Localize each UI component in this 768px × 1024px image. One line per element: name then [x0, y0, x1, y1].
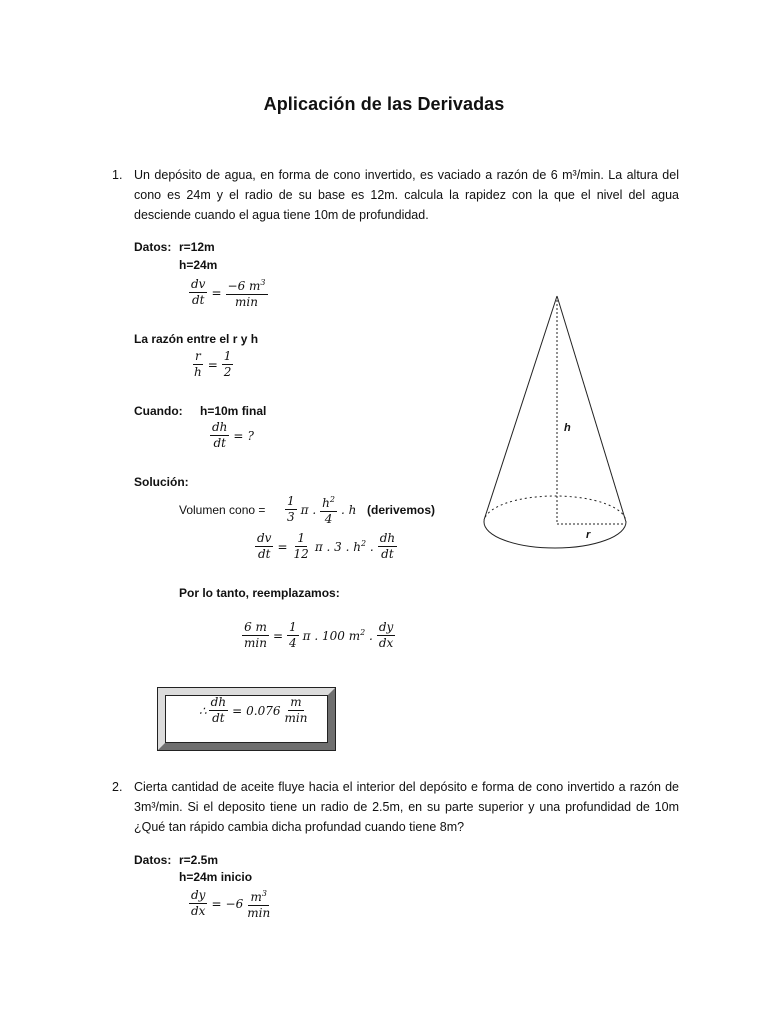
page-title: Aplicación de las Derivadas — [263, 94, 505, 114]
four-denominator: 4 — [324, 512, 333, 526]
cone-left-edge — [484, 296, 557, 520]
problem-1-number: 1. — [112, 168, 123, 182]
radius-label: r — [586, 529, 591, 541]
rate-denominator: min — [244, 636, 267, 650]
ratio-equation: $\frac{r}{h}$ = $\frac{1}{2}$ — [194, 349, 232, 379]
therefore-symbol: ∴ — [199, 703, 207, 718]
problem-1-line: desciende cuando el agua tiene 10m de profundidad. — [134, 208, 429, 222]
dh-numerator: dh — [210, 695, 227, 709]
dt-denominator: dt — [257, 547, 271, 561]
dy-dx-equation: $\frac{dy}{dx}$ = −6 $\frac{m^3}{\min}$ — [191, 888, 271, 920]
cone-base-front — [484, 522, 626, 548]
unit-numerator: m — [250, 890, 262, 904]
height-value: h=24m — [179, 258, 218, 272]
problem-1-line: Un depósito de agua, en forma de cono invertido, es vaciado a razón de 6 m³/min. La altura del — [134, 168, 679, 182]
times-h: . h — [340, 502, 357, 517]
third-denominator: 3 — [287, 510, 295, 524]
problem-1-statement — [134, 165, 679, 225]
result-value: 0.076 — [246, 703, 281, 718]
rate-numerator: −6 m — [227, 279, 261, 293]
cone-right-edge — [557, 296, 626, 522]
volumen-label: Volumen cono = — [179, 503, 266, 517]
pi-term: π . 3 . h — [314, 540, 361, 554]
dv-dt-equation: $\frac{dv}{dt}$ = $\frac{-6 m^3}{\min}$ — [191, 277, 266, 309]
pi-term-exponent: 2 — [360, 628, 366, 637]
dv-numerator: dv — [257, 531, 272, 545]
problem-2-statement — [134, 777, 679, 837]
radius-value: r=12m — [179, 240, 215, 254]
razon-label: La razón entre el r y h — [134, 332, 259, 346]
h-squared-base: h — [322, 496, 330, 510]
third-numerator: 1 — [287, 494, 295, 508]
coef-numerator: 1 — [289, 620, 297, 634]
height-value-2: h=24m inicio — [179, 870, 253, 884]
problem-2-line: Cierta cantidad de aceite fluye hacia el interior del depósito e forma de cono invertido a razón de — [134, 780, 679, 794]
problem-2-line: ¿Qué tan rápido cambia dicha profundad cuando tiene 8m? — [134, 820, 465, 834]
unit-numerator: m — [290, 695, 302, 709]
derivative-equation: $\frac{dv}{dt}$ = $\frac{1}{12}$ π . 3 . $h^2$ . $\frac{dh}{dt}$ — [257, 531, 396, 561]
rate-exponent: 3 — [260, 278, 266, 287]
problem-1-line: cono es 24m y el radio de su base es 12m. calcula la rapidez con la que el nivel del agua — [134, 188, 679, 202]
solucion-label: Solución: — [134, 475, 189, 489]
radius-value-2: r=2.5m — [179, 853, 219, 867]
rate-numerator: 6 m — [244, 620, 267, 634]
rate-value: −6 — [225, 896, 244, 911]
dt-denominator: dt — [212, 711, 225, 725]
dh-numerator: dh — [212, 420, 228, 434]
dt-denominator: dt — [213, 436, 226, 450]
dh-dt-equation: $\frac{dh}{dt}$ = ? — [212, 420, 254, 450]
h-squared-exponent: 2 — [329, 495, 335, 504]
cuando-label: Cuando: — [134, 404, 183, 418]
problem-2-number: 2. — [112, 780, 123, 794]
height-label: h — [564, 422, 571, 434]
derivemos-note: (derivemos) — [367, 503, 436, 517]
cuando-value: h=10m final — [200, 404, 267, 418]
dy-numerator: dy — [191, 888, 206, 902]
unit-exponent: 3 — [261, 889, 267, 898]
coef-denominator: 4 — [289, 636, 297, 650]
problem-2-line: 3m³/min. Si el deposito tiene un radio de 2.5m, en su parte superior y una profundidad de 10m — [134, 800, 679, 814]
rate-denominator: min — [235, 295, 258, 309]
reemplazamos-label: Por lo tanto, reemplazamos: — [179, 586, 340, 600]
datos-label-2: Datos: — [134, 853, 172, 867]
unit-denominator: min — [284, 711, 308, 725]
cone-base-back — [484, 496, 626, 522]
pi-symbol: π . — [300, 502, 317, 517]
dx-denominator: dx — [191, 904, 206, 918]
dt-denominator: dt — [381, 547, 394, 561]
unit-denominator: min — [247, 906, 271, 920]
dh-numerator: dh — [379, 531, 396, 545]
datos-label: Datos: — [134, 240, 172, 254]
coef-numerator: 1 — [297, 531, 305, 545]
dv-numerator: dv — [191, 277, 206, 291]
ratio-two: 2 — [223, 365, 232, 379]
ratio-r: r — [194, 349, 201, 363]
pi-term: π . 100 m — [302, 629, 361, 643]
dy-numerator: dy — [378, 620, 394, 634]
dx-denominator: dx — [378, 636, 394, 650]
volume-formula — [285, 492, 358, 527]
dot-operator: . — [369, 629, 373, 643]
coef-denominator: 12 — [293, 547, 309, 561]
unknown-mark: ? — [247, 428, 254, 443]
ratio-one: 1 — [223, 349, 232, 363]
ratio-h: h — [194, 365, 202, 379]
dot-operator: . — [369, 540, 374, 554]
pi-term-exponent: 2 — [360, 539, 367, 548]
result-box — [158, 688, 335, 750]
dt-denominator: dt — [191, 293, 205, 307]
replace-equation: $\frac{6 m}{\min}$ = $\frac{1}{4}$ π . 100 $m^2$ . $\frac{dy}{dx}$ — [244, 620, 394, 650]
cone-diagram — [478, 290, 633, 555]
result-equation: ∴ $\frac{dh}{dt}$ = 0.076 $\frac{m}{\min}$ — [199, 695, 308, 725]
